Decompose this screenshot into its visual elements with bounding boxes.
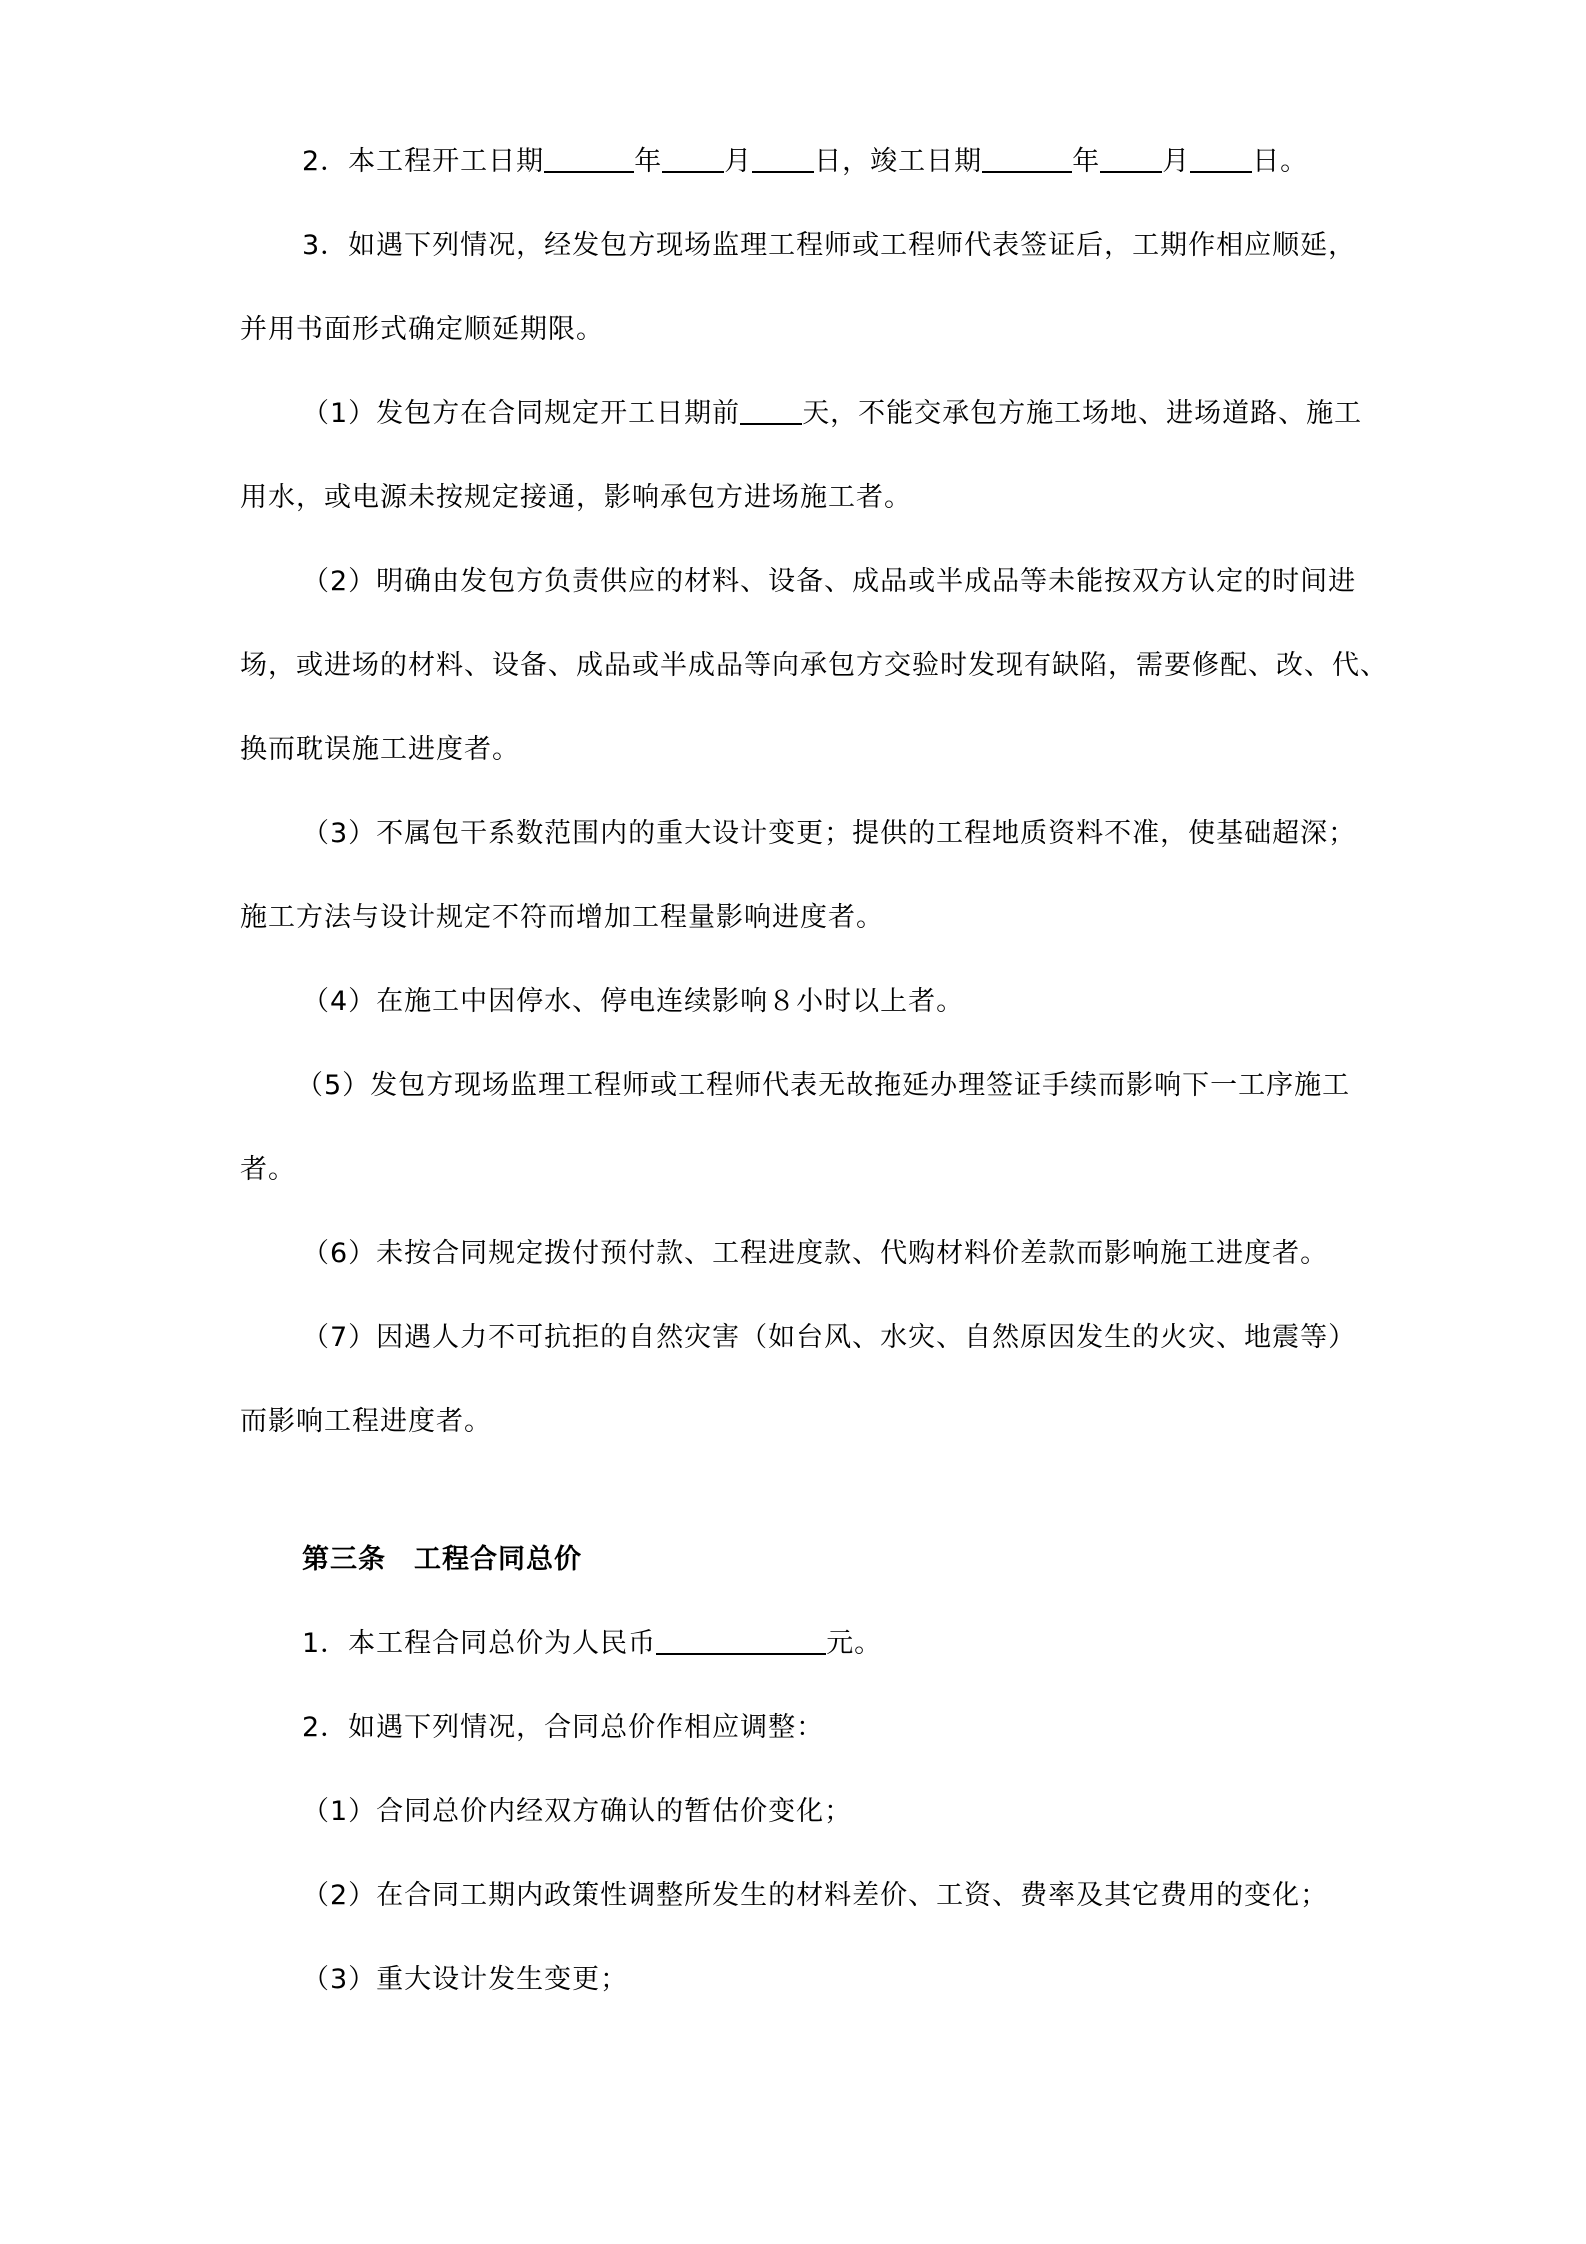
finish-year-blank[interactable] — [982, 143, 1072, 173]
sub-5-line1: （5）发包方现场监理工程师或工程师代表无故拖延办理签证手续而影响下一工序施工 — [296, 1070, 1351, 1101]
sub-4-line1: （4）在施工中因停水、停电连续影响８小时以上者。 — [302, 986, 965, 1017]
clause-2-prefix: 2．本工程开工日期 — [302, 146, 545, 177]
clause-2-dates — [302, 142, 1308, 182]
finish-month-blank[interactable] — [1100, 143, 1162, 173]
section-3-item-1 — [302, 1624, 882, 1664]
total-price-blank[interactable] — [656, 1625, 826, 1655]
start-month-blank[interactable] — [662, 143, 724, 173]
start-day-blank[interactable] — [752, 143, 814, 173]
year-label-2: 年 — [1072, 146, 1101, 177]
sub-1-suffix: 天，不能交承包方施工场地、进场道路、施工 — [802, 398, 1363, 429]
clause-3-line1: 3．如遇下列情况，经发包方现场监理工程师或工程师代表签证后，工期作相应顺延， — [302, 230, 1357, 261]
section-3-item-2: 2．如遇下列情况，合同总价作相应调整： — [302, 1712, 825, 1743]
sub-6-line1: （6）未按合同规定拨付预付款、工程进度款、代购材料价差款而影响施工进度者。 — [302, 1238, 1329, 1269]
section-3-sub-2: （2）在合同工期内政策性调整所发生的材料差价、工资、费率及其它费用的变化； — [302, 1880, 1329, 1911]
section-3-heading: 第三条 工程合同总价 — [302, 1544, 582, 1575]
day-end-label: 日。 — [1252, 146, 1309, 177]
finish-day-blank[interactable] — [1190, 143, 1252, 173]
sub-1-line1 — [302, 394, 1362, 434]
year-label: 年 — [634, 146, 663, 177]
sub-3-line1: （3）不属包干系数范围内的重大设计变更；提供的工程地质资料不准，使基础超深； — [302, 818, 1357, 849]
total-price-suffix: 元。 — [826, 1628, 883, 1659]
days-blank[interactable] — [740, 395, 802, 425]
total-price-prefix: 1．本工程合同总价为人民币 — [302, 1628, 657, 1659]
sub-2-line1: （2）明确由发包方负责供应的材料、设备、成品或半成品等未能按双方认定的时间进 — [302, 566, 1357, 597]
sub-1-line2: 用水，或电源未按规定接通，影响承包方进场施工者。 — [240, 482, 912, 513]
sub-2-line3: 换而耽误施工进度者。 — [240, 734, 520, 765]
clause-3-line2: 并用书面形式确定顺延期限。 — [240, 314, 604, 345]
section-3-sub-3: （3）重大设计发生变更； — [302, 1964, 629, 1995]
month-label: 月 — [724, 146, 753, 177]
sub-3-line2: 施工方法与设计规定不符而增加工程量影响进度者。 — [240, 902, 884, 933]
sub-2-line2: 场，或进场的材料、设备、成品或半成品等向承包方交验时发现有缺陷，需要修配、改、代、 — [240, 650, 1388, 681]
sub-5-line2: 者。 — [240, 1154, 296, 1185]
finish-date-label: 日，竣工日期 — [814, 146, 983, 177]
month-label-2: 月 — [1162, 146, 1191, 177]
sub-7-line1: （7）因遇人力不可抗拒的自然灾害（如台风、水灾、自然原因发生的火灾、地震等） — [302, 1322, 1357, 1353]
start-year-blank[interactable] — [544, 143, 634, 173]
sub-7-line2: 而影响工程进度者。 — [240, 1406, 492, 1437]
section-3-sub-1: （1）合同总价内经双方确认的暂估价变化； — [302, 1796, 853, 1827]
sub-1-prefix: （1）发包方在合同规定开工日期前 — [302, 398, 741, 429]
